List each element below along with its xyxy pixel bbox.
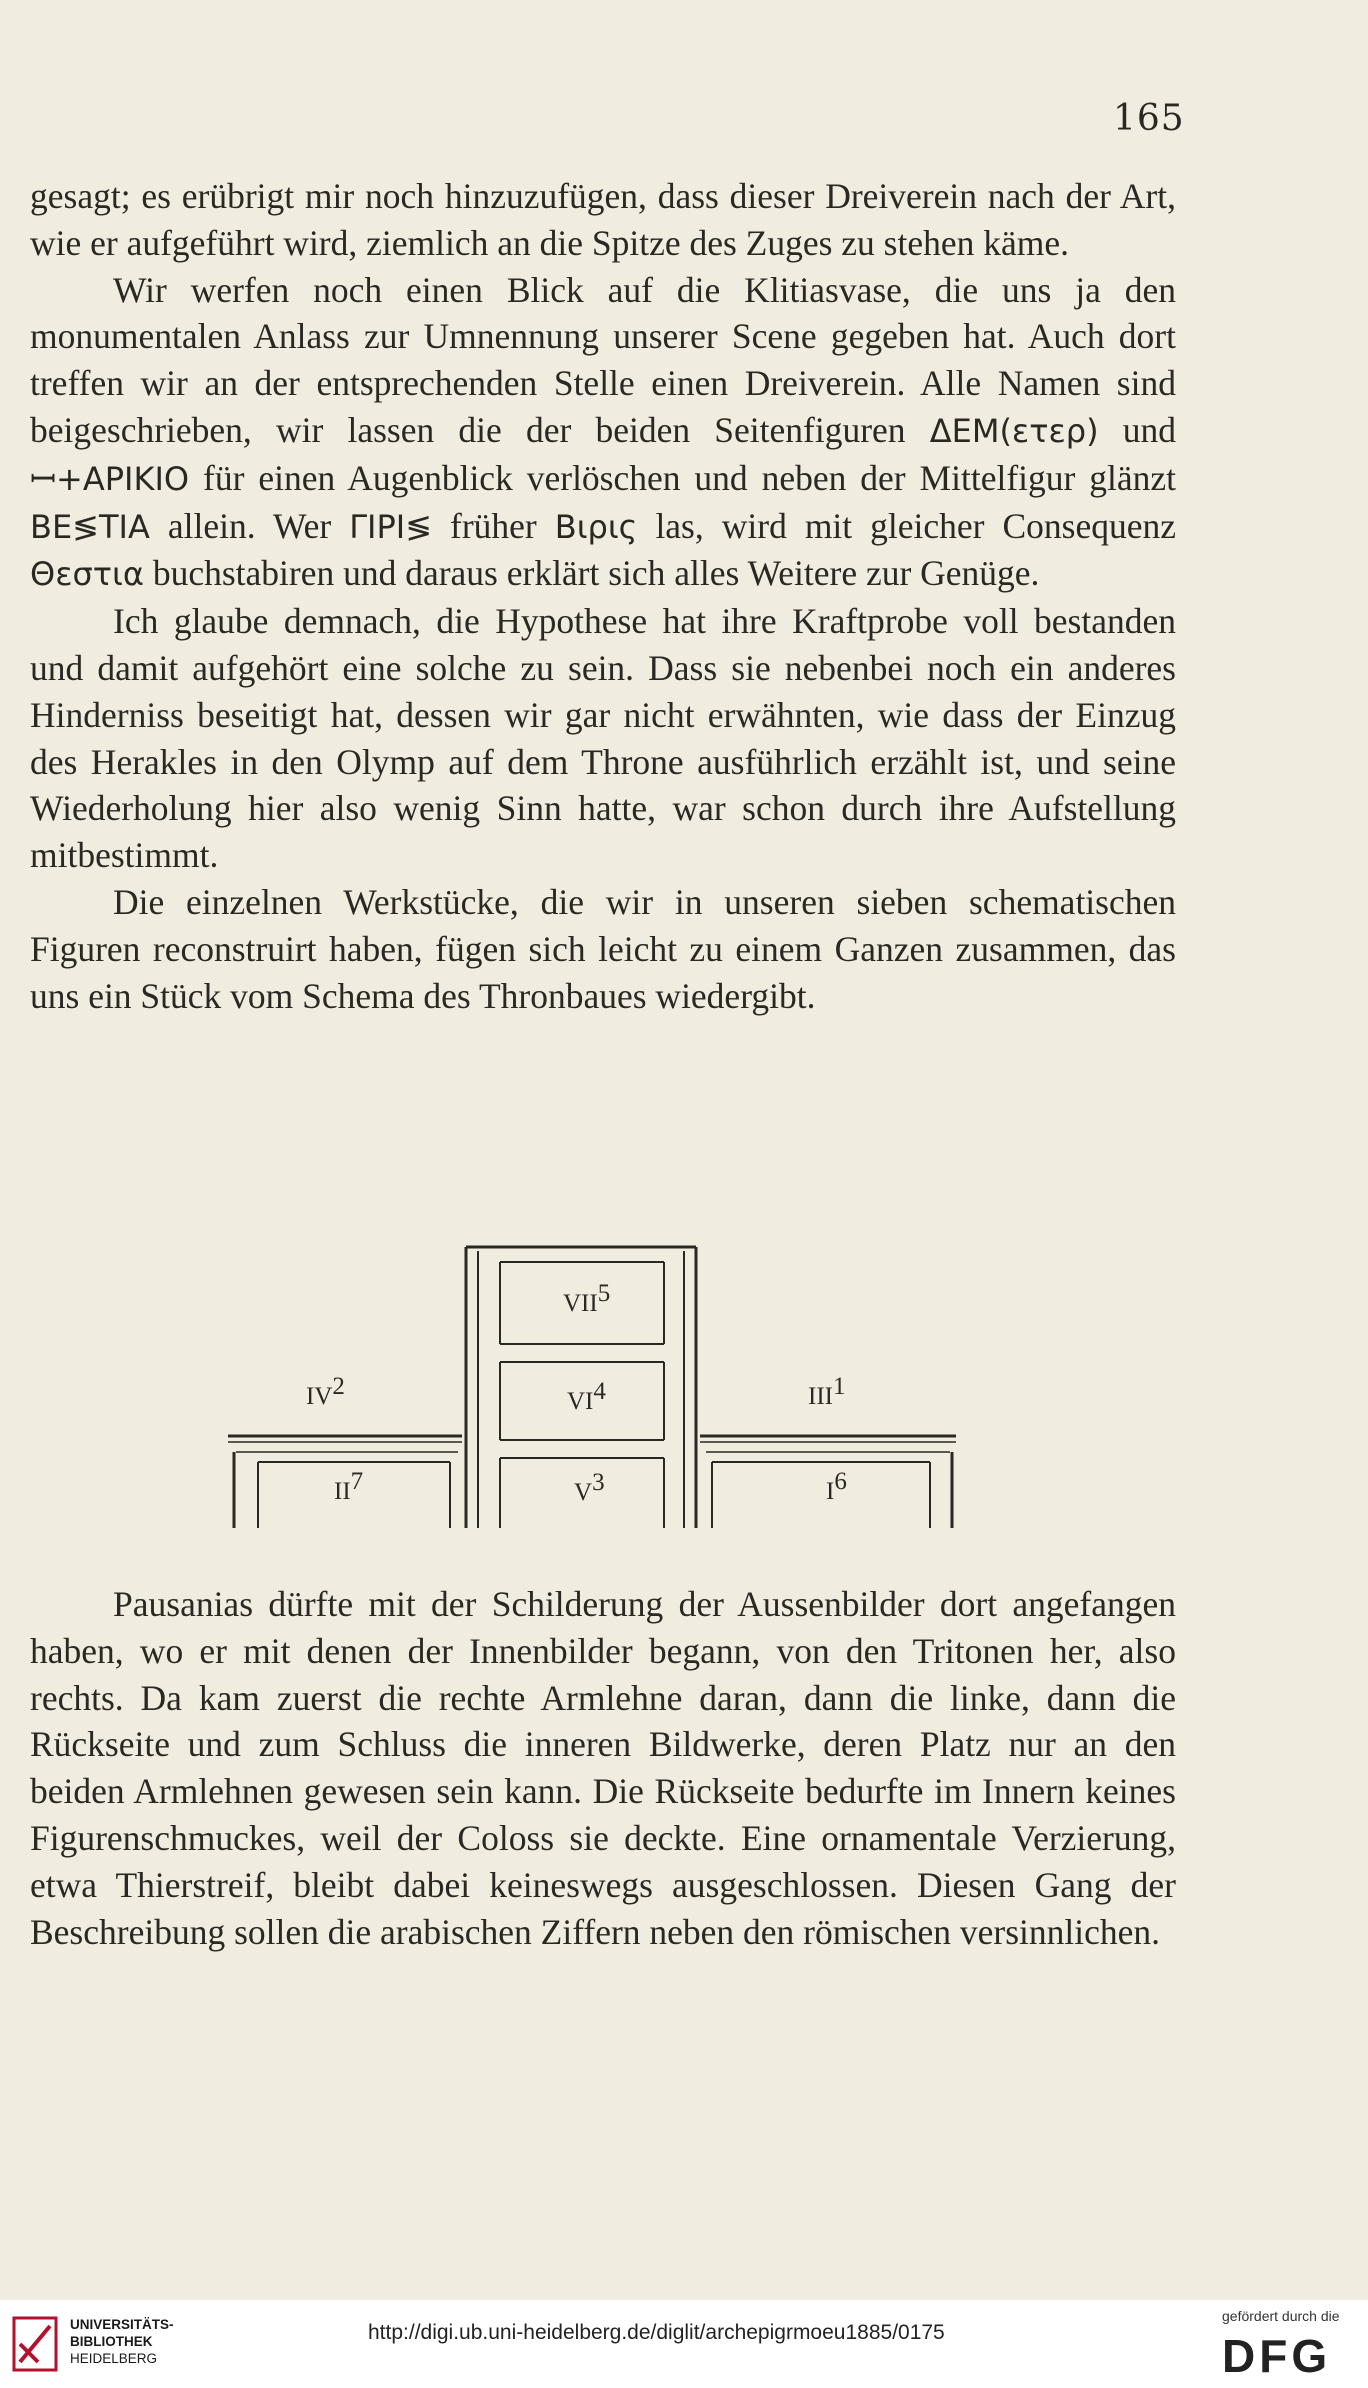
label-v: V3 [574,1469,605,1506]
label-vi: VI4 [567,1378,606,1415]
paragraph [30,267,1176,599]
label-ii: II7 [334,1468,364,1505]
page-number: 165 [1113,98,1185,139]
greek-word: Βιρις [554,507,638,546]
university-library-logo-icon [12,2314,58,2374]
vase-inscription: ΒΕ≶ΤΙΑ [30,507,150,546]
body-text-bottom [30,1581,1176,1955]
paragraph: Die einzelnen Werkstücke, die wir in unseren sieben schematischen Figuren reconstruirt haben, fügen sich leicht zu einem Ganzen zusammen, das uns ein Stück vom Schema des Thronbaues wiedergibt. [30,881,1176,1016]
paragraph: Ich glaube demnach, die Hypothese hat ihre Kraftprobe voll bestanden und damit aufgehört eine solche zu sein. Dass sie nebenbei noch ein anderes Hinderniss beseitigt hat, dessen wir gar nicht erwähnten, wie dass der Einzug des Herakles in den Olymp auf dem Throne ausführlich erzählt ist, und seine Wiederholung hier also wenig Sinn hatte, war schon durch ihre Aufstellung mitbestimmt. [30,601,1176,876]
paragraph: gesagt; es erübrigt mir noch hinzuzufügen, dass dieser Dreiverein nach der Art, wie er aufgeführt wird, ziemlich an die Spitze des Zuges zu stehen käme. [30,176,1176,263]
text-run: buchstabiren und daraus erklärt sich alles Weitere zur Genüge. [143,553,1040,594]
paragraph: Pausanias dürfte mit der Schilderung der Aussenbilder dort angefangen haben, wo er mit denen der Innenbilder begann, von den Tritonen her, also rechts. Da kam zuerst die rechte Armlehne daran, dann die linke, dann die Rückseite und zum Schluss die inneren Bildwerke, deren Platz nur an den beiden Armlehnen gewesen sein kann. Die Rückseite bedurfte im Innern keines Figurenschmuckes, weil der Coloss sie deckte. Eine ornamentale Verzierung, etwa Thierstreif, bleibt dabei keineswegs ausgeschlossen. Diesen Gang der Beschreibung sollen die arabischen Ziffern neben den römischen versinnlichen. [30,1584,1176,1952]
text-run: las, wird mit gleicher Consequenz [637,505,1176,546]
label-i: I6 [826,1468,847,1505]
label-iv: IV2 [306,1373,345,1410]
permalink-url[interactable]: http://digi.ub.uni-heidelberg.de/diglit/archepigrmoeu1885/0175 [368,2321,945,2344]
diagram-frame-left [228,1436,462,1528]
text-run: Wir werfen noch einen Blick auf die Klitiasvase, die uns ja den monumentalen Anlass zur Umnennung unserer Scene gegeben hat. Auch dort treffen wir an der entsprechenden Stelle einen Dreiverein. Alle Namen sind beigeschrieben, wir lassen die der beiden Seitenfiguren [30,269,1176,450]
diagram-frame-center [466,1247,696,1528]
label-iii: III1 [808,1373,846,1410]
greek-word: Θεστια [30,555,144,594]
dfg-logo [1222,2332,1356,2378]
vase-inscription: ΔΕΜ(ετερ) [929,411,1099,450]
body-text-top [30,173,1176,1019]
library-name: UNIVERSITÄTS- BIBLIOTHEK HEIDELBERG [70,2317,174,2366]
text-run: für einen Augenblick verlöschen und neben der Mittelfigur glänzt [189,457,1176,498]
funding-caption: gefördert durch die [1222,2308,1340,2324]
digitization-footer [0,2300,1368,2388]
text-run: und [1098,409,1177,450]
text-run: allein. Wer [149,505,350,546]
svg-text:DFG: DFG [1222,2332,1332,2378]
vase-inscription: ꟷ+ΑΡΙΚΙΟ [30,459,190,498]
text-run: früher [432,505,555,546]
diagram-frame-right [700,1436,956,1528]
diagram-labels [306,1280,847,1506]
vase-inscription: ΓΙΡΙ≶ [349,507,432,546]
label-vii: VII5 [563,1280,611,1317]
